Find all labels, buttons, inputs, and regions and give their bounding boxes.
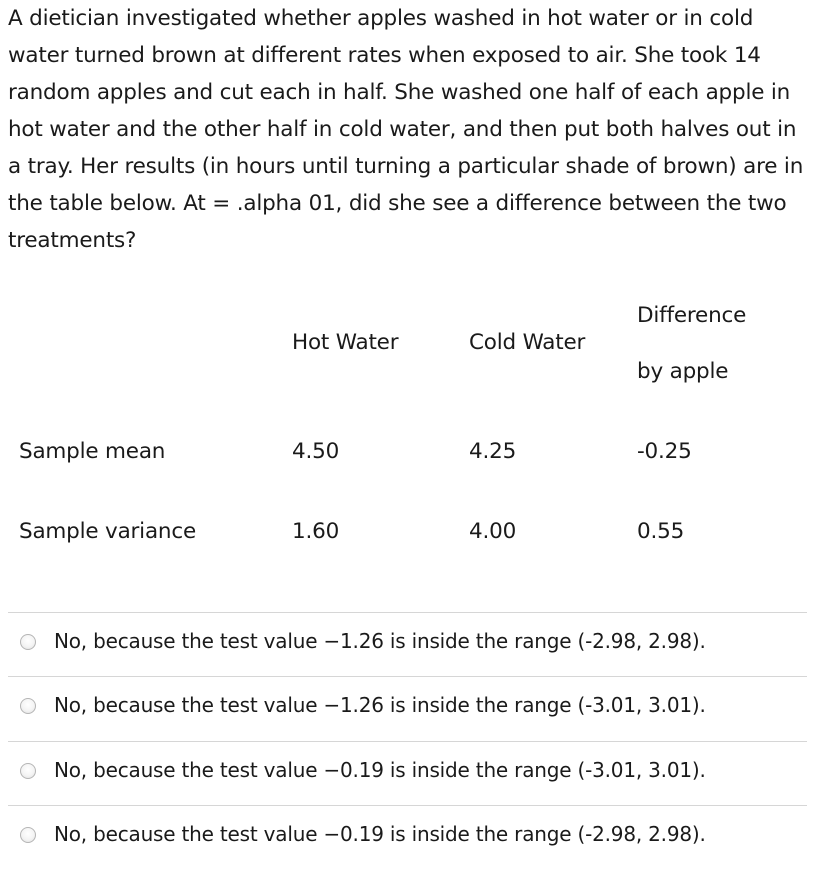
answer-option-3[interactable] — [8, 742, 807, 804]
answer-option-label[interactable]: No, because the test value −1.26 is inside the range (-2.98, 2.98). — [54, 629, 706, 653]
cell-mean-hot: 4.50 — [292, 439, 340, 464]
row-label-sample-variance: Sample variance — [19, 519, 197, 544]
answer-option-label[interactable]: No, because the test value −1.26 is inside the range (-3.01, 3.01). — [54, 693, 706, 717]
cell-mean-diff: -0.25 — [637, 439, 692, 464]
cell-variance-cold: 4.00 — [469, 519, 517, 544]
cell-variance-hot: 1.60 — [292, 519, 340, 544]
header-difference: Difference — [637, 303, 747, 328]
cell-mean-cold: 4.25 — [469, 439, 517, 464]
answer-option-4[interactable] — [8, 806, 807, 868]
header-hot-water: Hot Water — [292, 330, 399, 355]
radio-button[interactable] — [20, 634, 36, 650]
question-text: A dietician investigated whether apples washed in hot water or in cold water turned brown at different rates when exposed to air. She took 14 random apples and cut each in half. She washed one half of each apple in hot water and the other half in cold water, and then put both halves out in a tray. Her results (in hours until turning a particular shade of brown) are in the table below. At = .alpha 01, did she see a difference between the two treatments? — [8, 6, 804, 253]
radio-button[interactable] — [20, 698, 36, 714]
radio-button[interactable] — [20, 827, 36, 843]
cell-variance-diff: 0.55 — [637, 519, 685, 544]
answer-option-label[interactable]: No, because the test value −0.19 is inside the range (-2.98, 2.98). — [54, 822, 706, 846]
radio-button[interactable] — [20, 763, 36, 779]
header-by-apple: by apple — [637, 359, 729, 384]
row-label-sample-mean: Sample mean — [19, 439, 166, 464]
answer-option-label[interactable]: No, because the test value −0.19 is inside the range (-3.01, 3.01). — [54, 758, 706, 782]
header-cold-water: Cold Water — [469, 330, 586, 355]
answer-option-2[interactable] — [8, 677, 807, 739]
answer-option-1[interactable] — [8, 613, 807, 675]
